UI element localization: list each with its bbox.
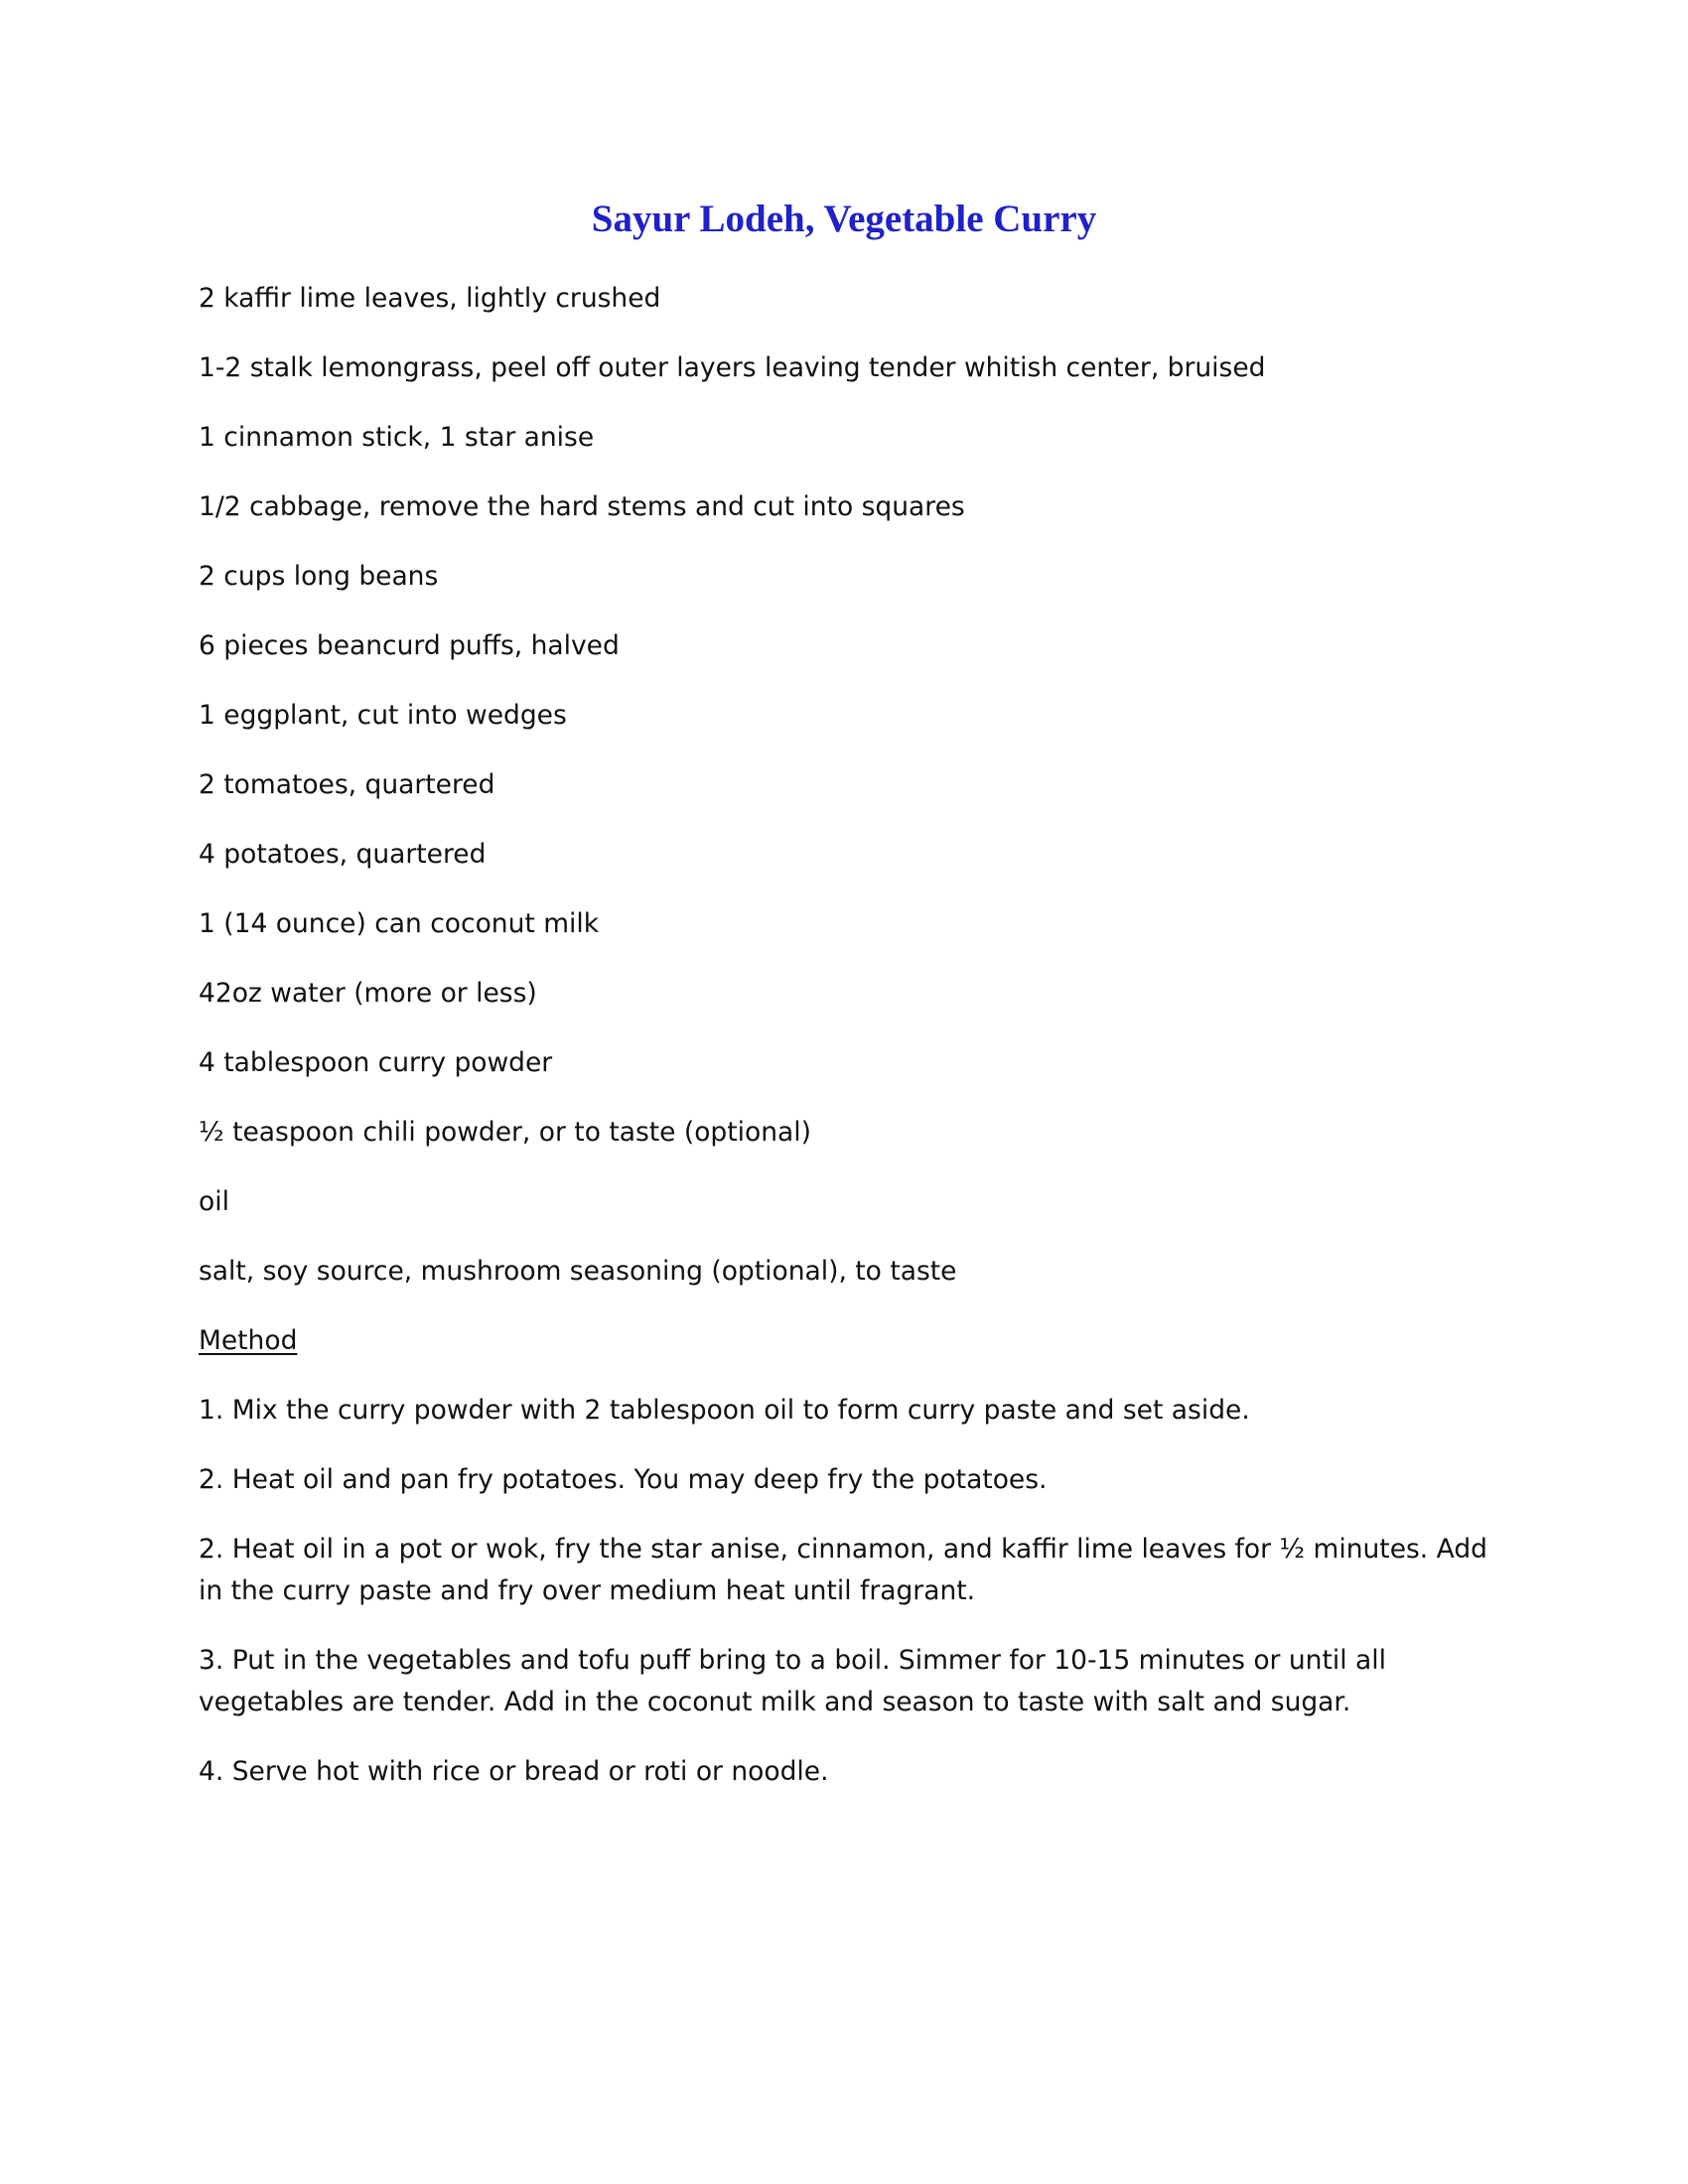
ingredient-item: 1 (14 ounce) can coconut milk: [199, 908, 600, 939]
ingredient-item: 1/2 cabbage, remove the hard stems and cut into squares: [199, 491, 965, 522]
ingredient-item: 2 kaffir lime leaves, lightly crushed: [199, 283, 661, 314]
method-step: 2. Heat oil and pan fry potatoes. You may deep fry the potatoes.: [199, 1464, 1048, 1495]
ingredient-item: 1 eggplant, cut into wedges: [199, 700, 567, 731]
method-step: 3. Put in the vegetables and tofu puff bring to a boil. Simmer for 10-15 minutes or until all vegetables are tender. Add in the coconut milk and season to taste with salt and sugar.: [199, 1645, 1386, 1717]
ingredient-item: 2 tomatoes, quartered: [199, 769, 495, 800]
method-heading: Method: [199, 1325, 298, 1356]
ingredient-item: ½ teaspoon chili powder, or to taste (optional): [199, 1117, 811, 1148]
ingredient-item: 2 cups long beans: [199, 561, 439, 592]
recipe-title: Sayur Lodeh, Vegetable Curry: [591, 198, 1097, 240]
method-step: 2. Heat oil in a pot or wok, fry the star anise, cinnamon, and kaffir lime leaves for ½ minutes. Add in the curry paste and fry over medium heat until fragrant.: [199, 1534, 1487, 1606]
ingredient-item: oil: [199, 1186, 229, 1217]
ingredient-item: 4 tablespoon curry powder: [199, 1047, 553, 1078]
ingredient-item: 42oz water (more or less): [199, 978, 537, 1009]
ingredient-item: 6 pieces beancurd puffs, halved: [199, 630, 620, 661]
ingredient-item: 1-2 stalk lemongrass, peel off outer layers leaving tender whitish center, bruised: [199, 352, 1266, 383]
ingredient-item: salt, soy source, mushroom seasoning (optional), to taste: [199, 1256, 957, 1287]
ingredient-item: 4 potatoes, quartered: [199, 839, 487, 870]
ingredient-item: 1 cinnamon stick, 1 star anise: [199, 422, 595, 453]
method-step: 1. Mix the curry powder with 2 tablespoon oil to form curry paste and set aside.: [199, 1395, 1250, 1426]
method-step: 4. Serve hot with rice or bread or roti or noodle.: [199, 1756, 829, 1787]
